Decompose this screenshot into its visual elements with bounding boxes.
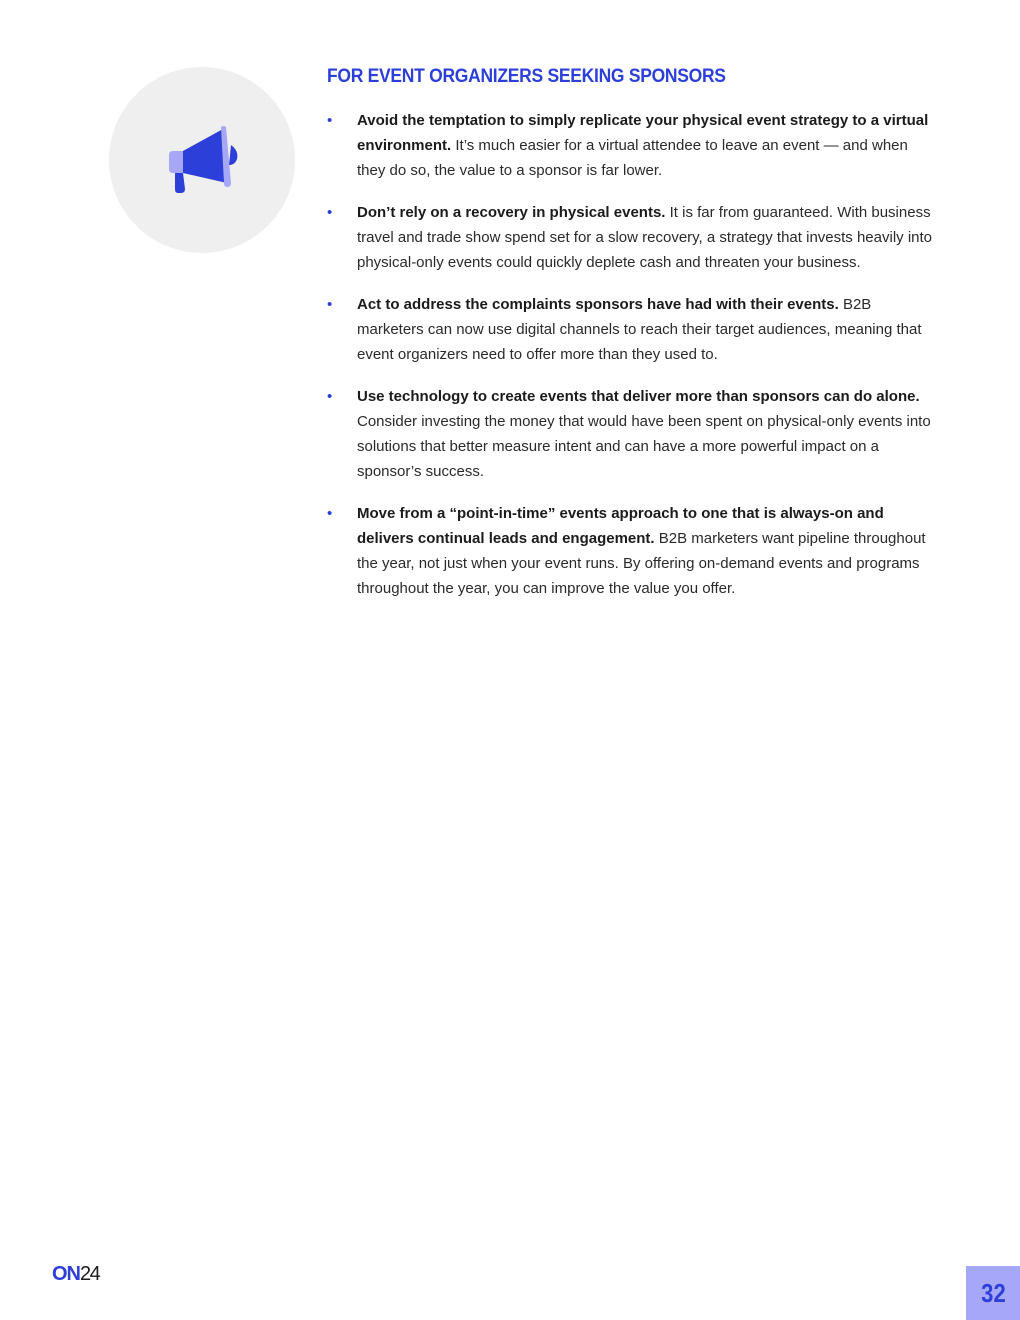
list-item [327, 292, 933, 367]
list-item [327, 108, 933, 183]
megaphone-icon-circle [109, 67, 295, 253]
bullet-marker: • [327, 505, 333, 522]
section-title: FOR EVENT ORGANIZERS SEEKING SPONSORS [327, 66, 726, 87]
bullet-marker: • [327, 112, 333, 129]
list-item [327, 501, 933, 601]
megaphone-icon [161, 123, 241, 197]
page-number-badge [966, 1266, 1020, 1320]
bullet-marker: • [327, 296, 333, 313]
logo-on: ON [52, 1263, 80, 1285]
bullet-lead: Avoid the temptation to simply replicate your physical event strategy to a virtual environment. [357, 112, 929, 154]
bullet-lead: Move from a “point-in-time” events approach to one that is always-on and delivers continual leads and engagement. [357, 505, 884, 547]
list-item [327, 384, 933, 484]
bullet-text: It’s much easier for a virtual attendee to leave an event — and when they do so, the value to a sponsor is far lower. [357, 137, 908, 179]
bullet-text: B2B marketers can now use digital channels to reach their target audiences, meaning that event organizers need to offer more than they used to. [357, 296, 922, 363]
bullet-text: B2B marketers want pipeline throughout the year, not just when your event runs. By offering on-demand events and programs throughout the year, you can improve the value you offer. [357, 530, 926, 597]
bullet-text: Consider investing the money that would have been spent on physical-only events into solutions that better measure intent and can have a more powerful impact on a sponsor’s success. [357, 413, 931, 480]
bullet-lead: Don’t rely on a recovery in physical events. [357, 204, 666, 221]
list-item [327, 200, 933, 275]
bullet-lead: Use technology to create events that deliver more than sponsors can do alone. [357, 388, 920, 405]
bullet-marker: • [327, 388, 333, 405]
logo-number: 24 [80, 1263, 100, 1285]
on24-logo [52, 1263, 99, 1285]
bullet-lead: Act to address the complaints sponsors have had with their events. [357, 296, 839, 313]
bullet-marker: • [327, 204, 333, 221]
page-number: 32 [980, 1277, 1006, 1308]
bullet-text: It is far from guaranteed. With business travel and trade show spend set for a slow recovery, a strategy that invests heavily into physical-only events could quickly deplete cash and threaten your business. [357, 204, 933, 271]
bullet-list [327, 108, 933, 601]
sponsor-guidance-section [327, 62, 933, 618]
